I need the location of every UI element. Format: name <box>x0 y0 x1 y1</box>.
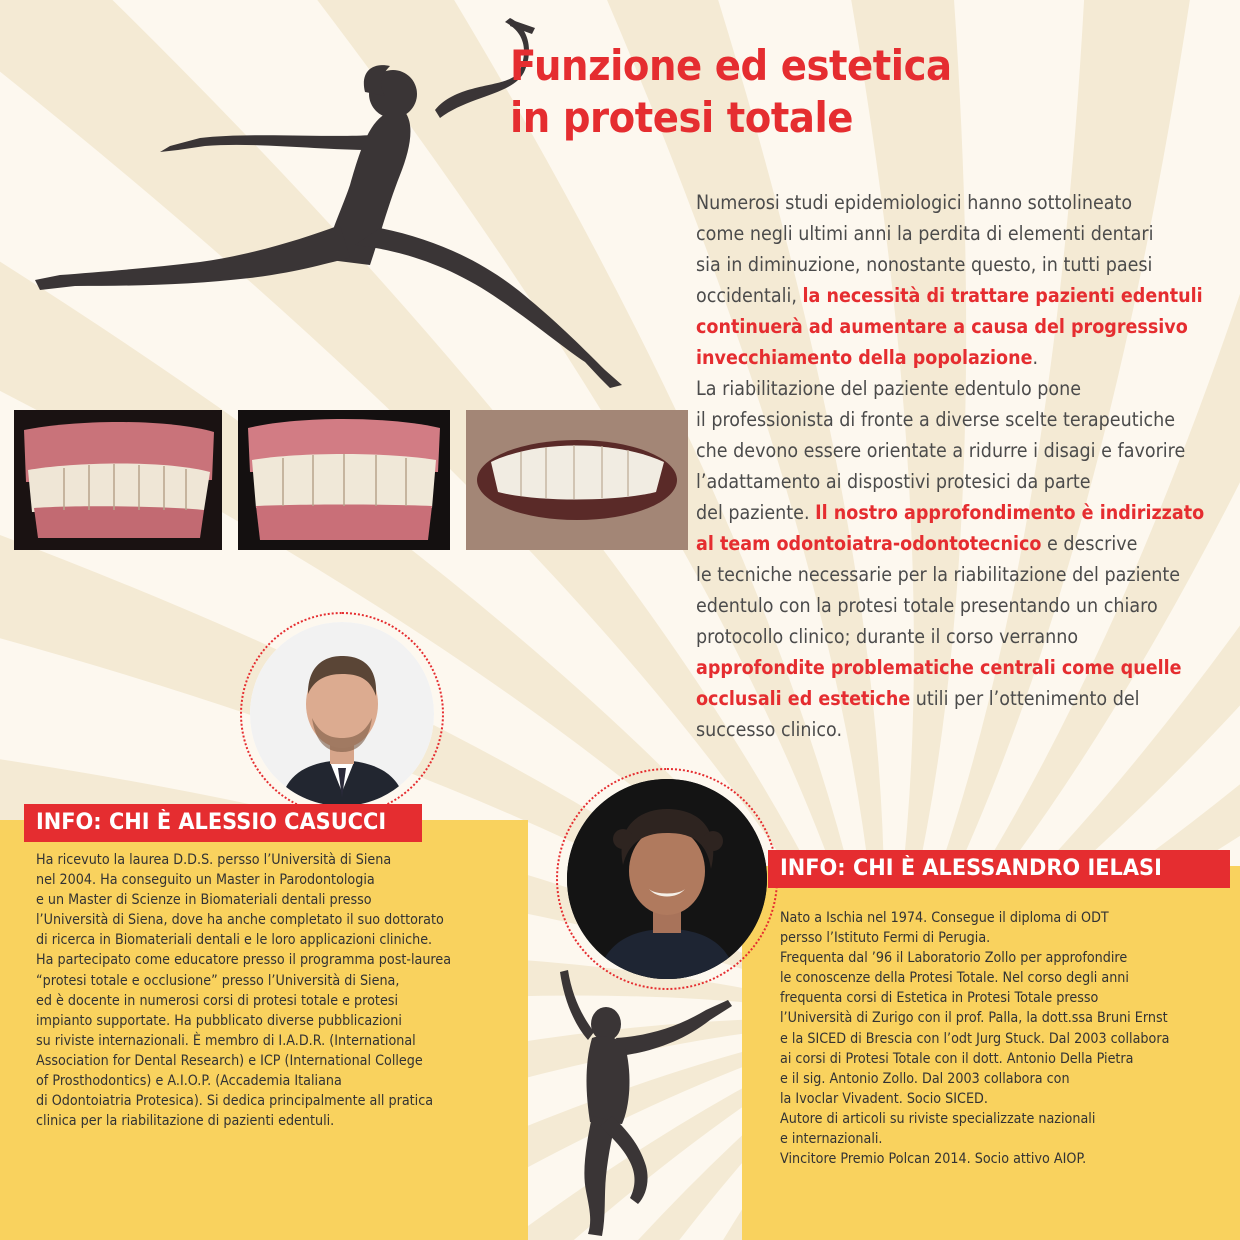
intro-text: come negli ultimi anni la perdita di elementi dentari <box>696 222 1154 245</box>
casucci-bio-line: nel 2004. Ha conseguito un Master in Parodontologia <box>36 872 375 889</box>
casucci-bio-line: impianto supportate. Ha pubblicato diverse pubblicazioni <box>36 1012 402 1029</box>
ielasi-bio-line: ai corsi di Protesi Totale con il dott. Antonio Della Pietra <box>780 1050 1134 1067</box>
ielasi-bio-line: le conoscenze della Protesi Totale. Nel corso degli anni <box>780 970 1129 987</box>
dental-photo-2 <box>238 410 450 550</box>
ielasi-bio-line: persso l’Istituto Fermi di Perugia. <box>780 930 991 947</box>
page-title <box>510 40 952 144</box>
intro-text: sia in diminuzione, nonostante questo, in tutti paesi <box>696 253 1153 276</box>
intro-highlight: invecchiamento della popolazione <box>696 346 1033 369</box>
dancer-silhouette-small <box>546 966 746 1240</box>
casucci-bio-line: “protesi totale e occlusione” presso l’Università di Siena, <box>36 972 400 989</box>
intro-line <box>696 435 1186 466</box>
intro-line <box>696 714 1164 745</box>
intro-text: l’adattamento ai dispostivi protesici da parte <box>696 470 1091 493</box>
casucci-info-header-text: INFO: CHI È ALESSIO CASUCCI <box>36 810 387 835</box>
intro-line <box>696 218 1164 249</box>
casucci-bio-line: di ricerca in Biomateriali dentali e le loro applicazioni cliniche. <box>36 932 433 949</box>
intro-highlight: al team odontoiatra-odontotecnico <box>696 532 1042 555</box>
intro-text: occidentali, <box>696 284 803 307</box>
casucci-bio-line: clinica per la riabilitazione di pazienti edentuli. <box>36 1113 335 1130</box>
casucci-bio-line: di Odontoiatria Protesica). Si dedica principalmente all pratica <box>36 1093 434 1110</box>
casucci-bio-line: Association for Dental Research) e ICP (International College <box>36 1052 423 1069</box>
intro-line <box>696 683 1164 714</box>
ielasi-info-header-text: INFO: CHI È ALESSANDRO IELASI <box>780 856 1162 881</box>
intro-text: . <box>1032 346 1039 369</box>
intro-line <box>696 373 1164 404</box>
intro-line <box>696 280 1203 311</box>
intro-paragraph <box>696 187 1205 745</box>
intro-line <box>696 590 1164 621</box>
casucci-bio-line: ed è docente in numerosi corsi di protesi totale e protesi <box>36 992 398 1009</box>
casucci-bio-line: of Prosthodontics) e A.I.O.P. (Accademia Italiana <box>36 1073 342 1090</box>
ielasi-bio-text <box>780 908 1169 1169</box>
casucci-info-header <box>24 804 422 842</box>
casucci-bio-line: Ha ricevuto la laurea D.D.S. persso l’Università di Siena <box>36 852 392 868</box>
intro-text: La riabilitazione del paziente edentulo pone <box>696 377 1082 400</box>
intro-highlight: la necessità di trattare pazienti edentuli <box>802 284 1203 307</box>
intro-text: edentulo con la protesi totale presentando un chiaro <box>696 594 1158 617</box>
ielasi-bio-line: l’Università di Zurigo con il prof. Palla, la dott.ssa Bruni Ernst <box>780 1010 1168 1027</box>
casucci-bio-text <box>36 850 451 1131</box>
intro-line <box>696 249 1164 280</box>
title-line-1: Funzione ed estetica <box>510 41 952 90</box>
dental-photo-3 <box>466 410 688 550</box>
ielasi-bio-line: Nato a Ischia nel 1974. Consegue il diploma di ODT <box>780 910 1109 926</box>
intro-text: del paziente. <box>696 501 816 524</box>
ielasi-bio-line: la Ivoclar Vivadent. Socio SICED. <box>780 1090 988 1107</box>
casucci-bio-line: su riviste internazionali. È membro di I.A.D.R. (International <box>36 1032 416 1049</box>
intro-line <box>696 342 1164 373</box>
intro-line <box>696 559 1181 590</box>
intro-highlight: approfondite problematiche centrali come quelle <box>696 656 1182 679</box>
intro-line <box>696 497 1205 528</box>
casucci-bio-line: l’Università di Siena, dove ha anche completato il suo dottorato <box>36 912 444 929</box>
portrait-alessio-casucci <box>240 612 444 816</box>
title-line-2: in protesi totale <box>510 93 854 142</box>
ielasi-bio-line: Autore di articoli su riviste specializzate nazionali <box>780 1110 1096 1127</box>
intro-line <box>696 311 1188 342</box>
intro-line <box>696 187 1164 218</box>
intro-text: protocollo clinico; durante il corso verranno <box>696 625 1079 648</box>
ielasi-bio-line: Vincitore Premio Polcan 2014. Socio attivo AIOP. <box>780 1151 1087 1168</box>
intro-text: e descrive <box>1041 532 1138 555</box>
intro-highlight: continuerà ad aumentare a causa del progressivo <box>696 315 1188 338</box>
intro-highlight: occlusali ed estetiche <box>696 687 911 710</box>
intro-line <box>696 528 1164 559</box>
intro-highlight: Il nostro approfondimento è indirizzato <box>815 501 1205 524</box>
ielasi-bio-line: frequenta corsi di Estetica in Protesi Totale presso <box>780 990 1099 1007</box>
ielasi-bio-line: e il sig. Antonio Zollo. Dal 2003 collabora con <box>780 1070 1070 1087</box>
intro-text: successo clinico. <box>696 718 843 741</box>
intro-text: le tecniche necessarie per la riabilitazione del paziente <box>696 563 1181 586</box>
intro-text: il professionista di fronte a diverse scelte terapeutiche <box>696 408 1176 431</box>
ielasi-info-header <box>768 850 1230 888</box>
intro-text: utili per l’ottenimento del <box>910 687 1140 710</box>
intro-line <box>696 404 1176 435</box>
intro-text: che devono essere orientate a ridurre i disagi e favorire <box>696 439 1186 462</box>
portrait-alessandro-ielasi <box>556 768 778 990</box>
intro-line <box>696 652 1182 683</box>
casucci-bio-line: Ha partecipato come educatore presso il programma post-laurea <box>36 952 452 969</box>
ielasi-bio-line: e internazionali. <box>780 1131 883 1148</box>
dental-photo-1 <box>14 410 222 550</box>
intro-text: Numerosi studi epidemiologici hanno sottolineato <box>696 191 1133 214</box>
casucci-bio-line: e un Master di Scienze in Biomateriali dentali presso <box>36 892 372 909</box>
intro-line <box>696 621 1164 652</box>
ielasi-bio-line: e la SICED di Brescia con l’odt Jurg Stuck. Dal 2003 collabora <box>780 1030 1170 1047</box>
intro-line <box>696 466 1164 497</box>
ielasi-bio-line: Frequenta dal ’96 il Laboratorio Zollo per approfondire <box>780 950 1128 967</box>
